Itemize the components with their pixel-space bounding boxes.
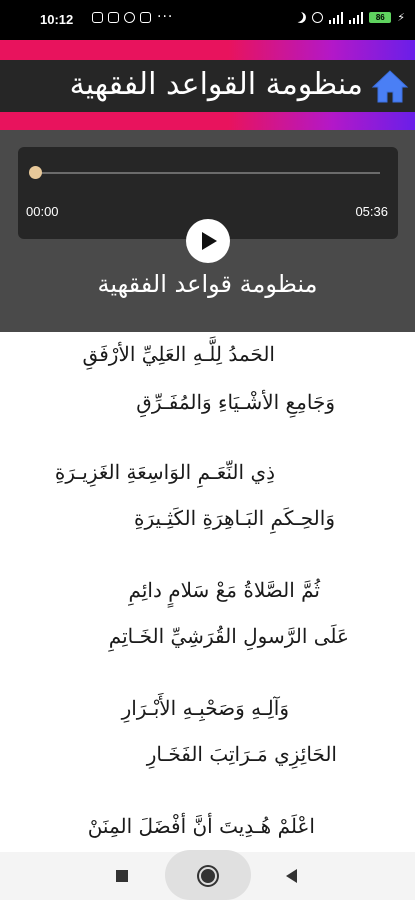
verse-line: عَلَى الرَّسولِ القُرَشِيِّ الخَـاتِمِ [108, 624, 349, 648]
seek-thumb[interactable] [29, 166, 42, 179]
do-not-disturb-icon [294, 10, 308, 24]
status-bar [0, 0, 415, 40]
system-navigation-bar [0, 852, 415, 900]
verse-line: وَالحِـكَمِ البَـاهِرَةِ الكَثِـيرَةِ [134, 506, 335, 530]
circle-home-icon[interactable] [199, 867, 217, 885]
verse-line: ثُمَّ الصَّلاةُ مَعْ سَلامٍ دائِمِ [128, 578, 320, 602]
audio-player-section [0, 130, 415, 332]
total-time: 05:36 [355, 204, 388, 219]
header-gradient-top [0, 40, 415, 60]
whatsapp-icon [124, 12, 135, 23]
sms-icon [108, 12, 119, 23]
battery-icon: 86 [369, 12, 391, 23]
verse-line: الحَائِزِي مَـرَاتِبَ الفَخَـارِ [146, 742, 337, 766]
track-title: منظومة قواعد الفقهية [97, 270, 318, 298]
app-notification-icon [140, 12, 151, 23]
message-icon [92, 12, 103, 23]
app-title: منظومة القواعد الفقهية [69, 67, 363, 102]
more-notifications-icon: ··· [157, 9, 174, 25]
seek-bar[interactable] [35, 172, 380, 174]
verse-line: ذِي النِّعَـمِ الوَاسِعَةِ الغَزِيـرَةِ [54, 460, 275, 484]
status-time: 10:12 [40, 12, 74, 27]
notification-icons [92, 12, 151, 23]
alarm-icon [312, 12, 323, 23]
charging-icon: ⚡ [397, 11, 405, 24]
verse-line: اعْلَمْ هُـدِيتَ أنَّ أفْضَلَ المِنَنْ [87, 814, 315, 838]
header-gradient-bottom [0, 112, 415, 130]
system-icons [295, 11, 405, 24]
square-icon[interactable] [116, 870, 128, 882]
play-icon [198, 230, 220, 252]
app-bar [0, 60, 415, 112]
back-triangle-icon[interactable] [286, 869, 297, 883]
home-icon[interactable] [371, 68, 409, 104]
signal-icon [329, 12, 343, 24]
play-button[interactable] [186, 219, 230, 263]
verse-line: وَآلِـهِ وَصَحْبِـهِ الأَبْـرَارِ [121, 696, 289, 720]
current-time: 00:00 [26, 204, 59, 219]
verse-line: الحَمدُ لِلَّـهِ العَلِيِّ الأرْفَقِ [82, 342, 275, 366]
signal-icon-2 [349, 12, 363, 24]
poem-text [0, 332, 415, 852]
verse-line: وَجَامِعِ الأشْـيَاءِ وَالمُفَـرِّقِ [136, 390, 335, 414]
